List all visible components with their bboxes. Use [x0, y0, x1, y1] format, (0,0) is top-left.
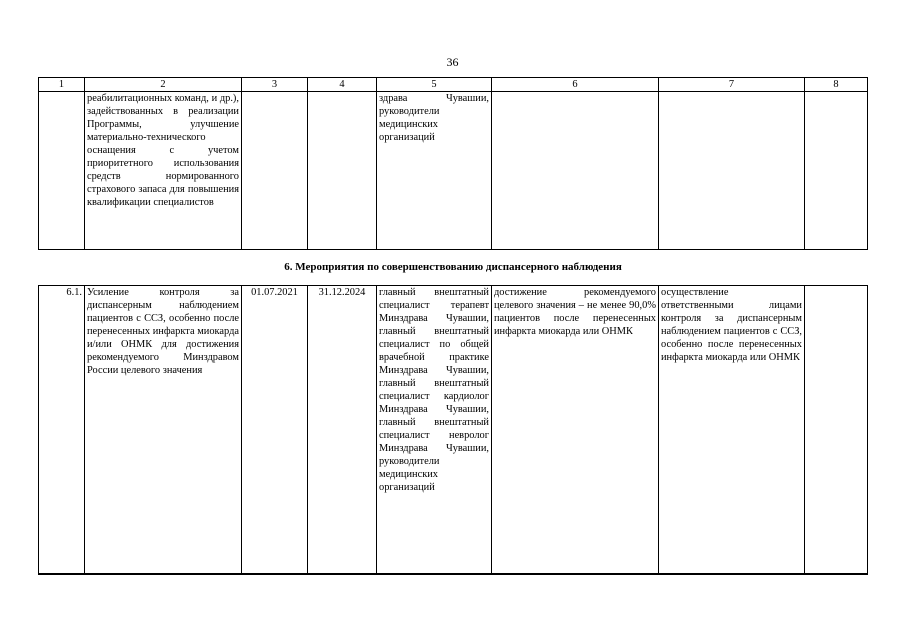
column-number: 5: [377, 78, 492, 92]
cell-num: [39, 92, 85, 250]
column-number: 3: [242, 78, 308, 92]
column-number: 2: [85, 78, 242, 92]
cell-extra: [805, 92, 868, 250]
cell-end: [308, 92, 377, 250]
cell-extra: [805, 286, 868, 575]
column-number: 1: [39, 78, 85, 92]
section-row: [39, 250, 868, 286]
column-number-row: [39, 78, 868, 92]
column-number: 8: [805, 78, 868, 92]
cell-result: [492, 92, 659, 250]
column-number: 7: [659, 78, 805, 92]
cell-indicator: [659, 92, 805, 250]
table-row: [39, 286, 868, 575]
end-date: 31.12.2024: [308, 286, 377, 575]
continuation-row: [39, 92, 868, 250]
indicator-text: осуществление ответственными лицами контроля за диспансерным наблюдением пациентов с ССЗ, особенно после перенесенных инфаркта миокарда или ОНМК: [659, 286, 805, 575]
measures-table: [38, 77, 868, 575]
row-number: 6.1.: [39, 286, 85, 575]
page-number: 36: [446, 55, 459, 69]
start-date: 01.07.2021: [242, 286, 308, 575]
cell-measure: реабилитационных команд, и др.), задействованных в реализации Программы, улучшение материально-технического оснащения с учетом приоритетного использования средств нормированного страхового запаса для повышения квалификации специалистов: [85, 92, 242, 250]
cell-start: [242, 92, 308, 250]
column-number: 6: [492, 78, 659, 92]
measure-text: Усиление контроля за диспансерным наблюдением пациентов с ССЗ, особенно после перенесенных инфаркта миокарда и/или ОНМК для достижения рекомендуемого Минздравом России целевого значения: [85, 286, 242, 575]
cell-responsible: здрава Чувашии, руководители медицинских организаций: [377, 92, 492, 250]
section-title: 6. Мероприятия по совершенствованию диспансерного наблюдения: [39, 250, 868, 286]
column-number: 4: [308, 78, 377, 92]
responsible-text: главный внештатный специалист терапевт Минздрава Чувашии, главный внештатный специалист по общей врачебной практике Минздрава Чувашии, главный внештатный специалист кардиолог Минздрава Чувашии, главный внештатный специалист невролог Минздрава Чувашии, руководители медицинских организаций: [377, 286, 492, 575]
result-text: достижение рекомендуемого целевого значения – не менее 90,0% пациентов после перенесенных инфаркта миокарда или ОНМК: [492, 286, 659, 575]
